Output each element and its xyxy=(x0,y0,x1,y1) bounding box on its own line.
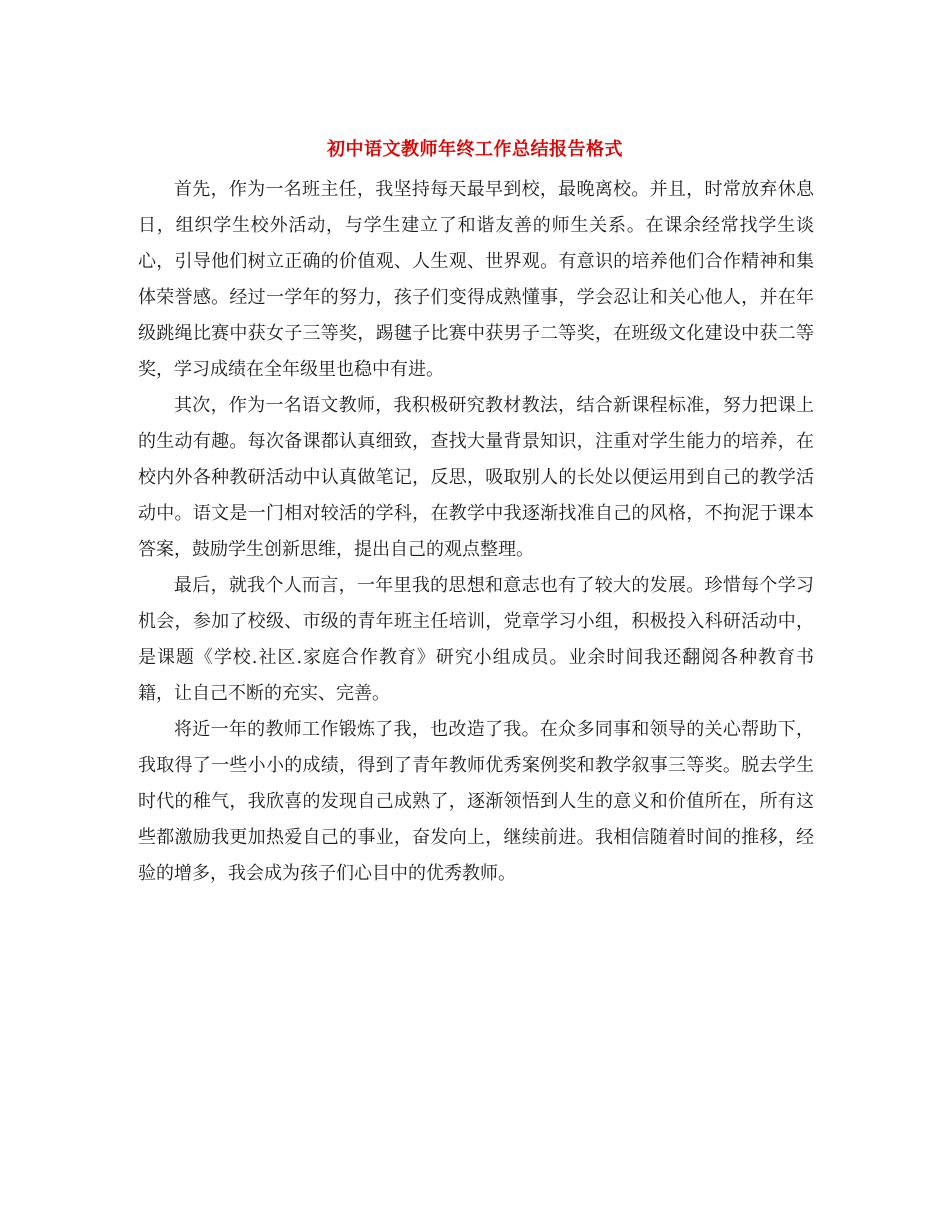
paragraph-4: 将近一年的教师工作锻炼了我，也改造了我。在众多同事和领导的关心帮助下，我取得了一些小小的成绩，得到了青年教师优秀案例奖和教学叙事三等奖。脱去学生时代的稚气，我欣喜的发现自己成熟了，逐渐领悟到人生的意义和价值所在，所有这些都激励我更加热爱自己的事业，奋发向上，继续前进。我相信随着时间的推移，经验的增多，我会成为孩子们心目中的优秀教师。 xyxy=(138,719,814,884)
paragraph-1: 首先，作为一名班主任，我坚持每天最早到校，最晚离校。并且，时常放弃休息日，组织学生校外活动，与学生建立了和谐友善的师生关系。在课余经常找学生谈心，引导他们树立正确的价值观、人生观、世界观。有意识的培养他们合作精神和集体荣誉感。经过一学年的努力，孩子们变得成熟懂事，学会忍让和关心他人，并在年级跳绳比赛中获女子三等奖，踢毽子比赛中获男子二等奖，在班级文化建设中获二等奖，学习成绩在全年级里也稳中有进。 xyxy=(138,179,814,380)
paragraph-2: 其次，作为一名语文教师，我积极研究教材教法，结合新课程标准，努力把课上的生动有趣。每次备课都认真细致，查找大量背景知识，注重对学生能力的培养，在校内外各种教研活动中认真做笔记，反思，吸取别人的长处以便运用到自己的教学活动中。语文是一门相对较活的学科，在教学中我逐渐找准自己的风格，不拘泥于课本答案，鼓励学生创新思维，提出自己的观点整理。 xyxy=(138,395,814,560)
document-title: 初中语文教师年终工作总结报告格式 xyxy=(327,139,623,160)
document-body xyxy=(138,172,814,892)
paragraph-3: 最后，就我个人而言，一年里我的思想和意志也有了较大的发展。珍惜每个学习机会，参加了校级、市级的青年班主任培训，党章学习小组，积极投入科研活动中，是课题《学校.社区.家庭合作教育》研究小组成员。业余时间我还翻阅各种教育书籍，让自己不断的充实、完善。 xyxy=(138,575,814,704)
